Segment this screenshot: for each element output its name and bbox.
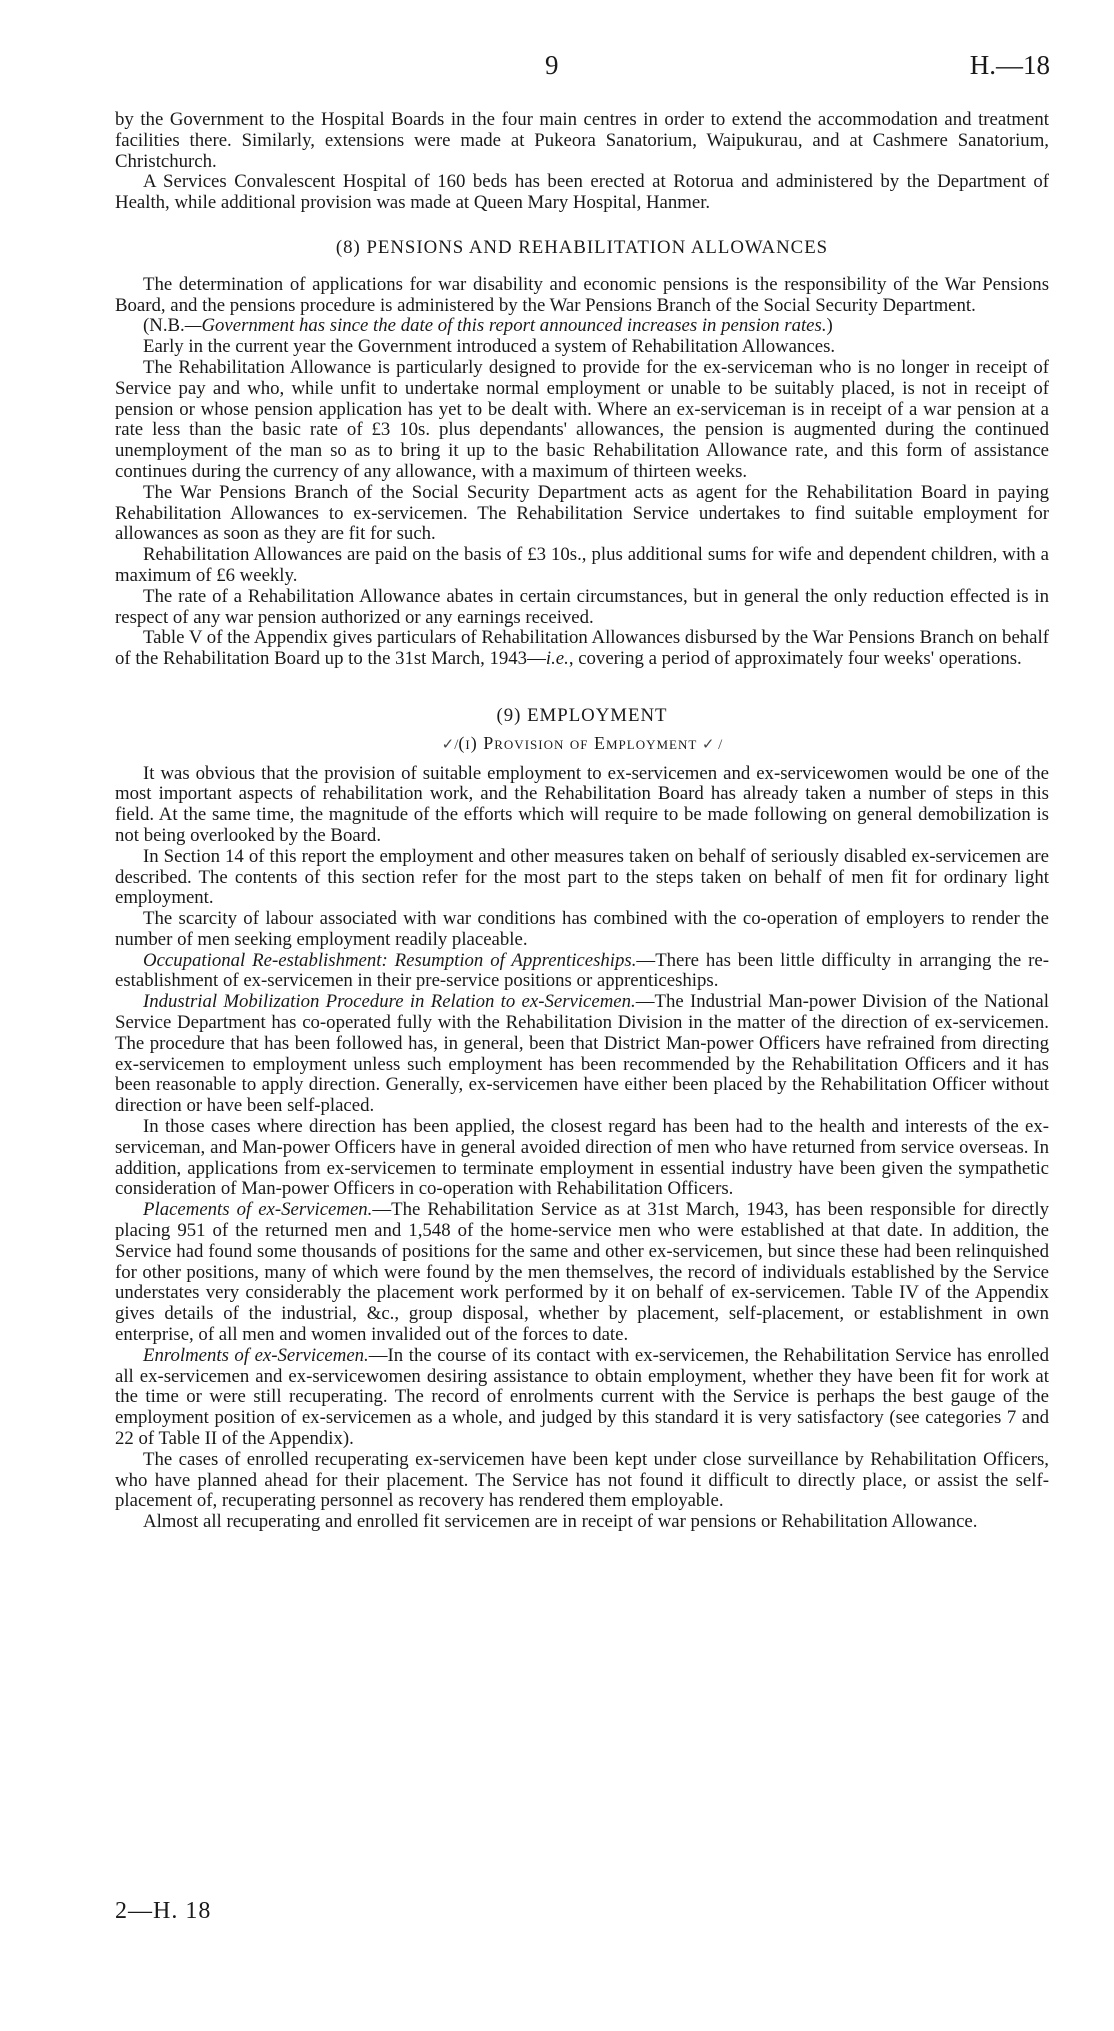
document-reference: H.—18	[969, 50, 1050, 80]
paragraph: A Services Convalescent Hospital of 160 beds has been erected at Rotorua and administered by the Department of Health, while additional provision was made at Queen Mary Hospital, Hanmer.	[115, 171, 1049, 214]
paragraph: Rehabilitation Allowances are paid on the basis of £3 10s., plus additional sums for wife and dependent children, with a maximum of £6 weekly.	[115, 544, 1049, 586]
paragraph-italic: i.e.	[545, 648, 569, 670]
note-paragraph	[115, 316, 1049, 337]
page-signature: 2—H. 18	[115, 1898, 212, 1924]
paragraph	[115, 951, 1049, 993]
paragraph	[115, 628, 1049, 670]
paragraph: Almost all recuperating and enrolled fit servicemen are in receipt of war pensions or Rehabilitation Allowance.	[143, 1511, 978, 1533]
paragraph-text: —There has been little difficulty in arranging the re-establishment of ex-servicemen in their pre-service positions or apprenticeships.	[115, 949, 1049, 992]
paragraph: In Section 14 of this report the employment and other measures taken on behalf of seriously disabled ex-servicemen are described. The contents of this section refer for the most part to the steps taken on behalf of men fit for ordinary light employment.	[115, 845, 1049, 909]
document-body	[115, 110, 1049, 1533]
paragraph-text: —In the course of its contact with ex-servicemen, the Rehabilitation Service has enrolled all ex-servicemen and ex-servicewomen desiring assistance to obtain employment, whether they have been fit for work at the time or were still recuperating. The record of enrolments current with the Service is perhaps the best gauge of the employment position of ex-servicemen as a whole, and judged by this standard it is very satisfactory (see categories 7 and 22 of Table II of the Appendix).	[115, 1344, 1050, 1450]
paragraph-run-in-heading: Enrolments of ex-Servicemen.	[143, 1344, 369, 1366]
paragraph: The rate of a Rehabilitation Allowance abates in certain circumstances, but in general the only reduction effected is in respect of any war pension authorized or any earnings received.	[115, 585, 1049, 628]
paragraph	[115, 1200, 1049, 1346]
page-number: 9	[545, 50, 559, 80]
paragraph: The determination of applications for war disability and economic pensions is the responsibility of the War Pensions Board, and the pensions procedure is administered by the War Pensions Branch of the Social Security Department.	[115, 273, 1049, 316]
paragraph: Early in the current year the Government introduced a system of Rehabilitation Allowances.	[143, 336, 836, 358]
paragraph-text: Table V of the Appendix gives particulars of Rehabilitation Allowances disbursed by the War Pensions Branch on behalf of the Rehabilitation Board up to the 31st March, 1943—	[115, 627, 1049, 670]
section-heading-employment: (9) EMPLOYMENT	[496, 704, 668, 726]
paragraph-run-in-heading: Occupational Re-establishment: Resumption of Apprenticeships.	[143, 949, 637, 971]
page-header	[0, 50, 1114, 90]
section-heading-pensions: (8) PENSIONS AND REHABILITATION ALLOWANCES	[335, 236, 829, 258]
paragraph-continued: by the Government to the Hospital Boards in the four main centres in order to extend the accommodation and treatment facilities there. Similarly, extensions were made at Pukeora Sanatorium, Waipukurau, and at Cashmere Sanatorium, Christchurch.	[115, 109, 1049, 172]
paragraph-text: , covering a period of approximately four weeks' operations.	[568, 648, 1022, 670]
paragraph-run-in-heading: Industrial Mobilization Procedure in Relation to ex-Servicemen.	[143, 991, 636, 1013]
paragraph: The Rehabilitation Allowance is particularly designed to provide for the ex-serviceman who is no longer in receipt of Service pay and who, while unfit to undertake normal employment or unable to be suitably placed, is not in receipt of pension or whose pension application has yet to be dealt with. Where an ex-serviceman is in receipt of a war pension at a rate less than the basic rate of £3 10s. plus dependants' allowances, the pension is augmented during the continued unemployment of the man so as to bring it up to the basic Rehabilitation Allowance rate, and this form of assistance continues during the currency of any allowance, with a maximum of thirteen weeks.	[115, 356, 1049, 482]
note-prefix: (N.B.	[143, 315, 185, 337]
handwritten-tick-mark: ✓/	[441, 736, 459, 753]
paragraph: The scarcity of labour associated with war conditions has combined with the co-operation of employers to render the number of men seeking employment readily placeable.	[115, 908, 1049, 950]
paragraph: The cases of enrolled recuperating ex-servicemen have been kept under close surveillance by Rehabilitation Officers, who have planned ahead for their placement. The Service has not found it difficult to directly place, or assist the self-placement of, recuperating personnel as recovery has rendered them employable.	[115, 1448, 1049, 1512]
paragraph-text: —The Rehabilitation Service as at 31st March, 1943, has been responsible for directly placing 951 of the returned men and 1,548 of the home-service men who were established at that date. In addition, the Service had found some thousands of positions for the same and other ex-servicemen, but since these had been relinquished for other positions, many of which were found by the men themselves, the record of individuals established by the Service understates very considerably the placement work performed by it on behalf of ex-servicemen. Table IV of the Appendix gives details of the industrial, &c., group disposal, whether by placement, self-placement, or establishment in own enterprise, of all men and women invalided out of the forces to date.	[115, 1199, 1049, 1346]
paragraph: It was obvious that the provision of suitable employment to ex-servicemen and ex-servicewomen would be one of the most important aspects of rehabilitation work, and the Rehabilitation Board has already taken a number of steps in this field. At the same time, the magnitude of the efforts which will require to be made following on general demobilization is not being overlooked by the Board.	[115, 762, 1049, 846]
subsection-heading	[115, 733, 1049, 756]
paragraph	[115, 1346, 1049, 1450]
paragraph: In those cases where direction has been applied, the closest regard has been had to the health and interests of the ex-serviceman, and Man-power Officers have in general avoided direction of men who have returned from service overseas. In addition, applications from ex-servicemen to terminate employment in essential industry have been given the sympathetic consideration of Man-power Officers in co-operation with Rehabilitation Officers.	[115, 1116, 1049, 1200]
note-text: —Government has since the date of this report announced increases in pension rates.	[184, 315, 827, 337]
note-suffix: )	[826, 315, 833, 337]
subsection-title: (i) Provision of Employment	[458, 732, 698, 753]
paragraph	[115, 992, 1049, 1117]
paragraph-text: —The Industrial Man-power Division of the National Service Department has co-operated fully with the Rehabilitation Division in the matter of the direction of ex-servicemen. The procedure that has been followed has, in general, been that District Man-power Officers have refrained from directing ex-servicemen to employment unless such employment has been recommended by the Rehabilitation Officers and it has been reasonable to apply direction. Generally, ex-servicemen have either been placed by the Rehabilitation Officer without direction or have been self-placed.	[115, 991, 1049, 1117]
paragraph: The War Pensions Branch of the Social Security Department acts as agent for the Rehabilitation Board in paying Rehabilitation Allowances to ex-servicemen. The Rehabilitation Service undertakes to find suitable employment for allowances as soon as they are fit for such.	[115, 481, 1049, 545]
paragraph-run-in-heading: Placements of ex-Servicemen.	[143, 1199, 373, 1221]
handwritten-tick-mark: ✓ /	[701, 736, 723, 753]
